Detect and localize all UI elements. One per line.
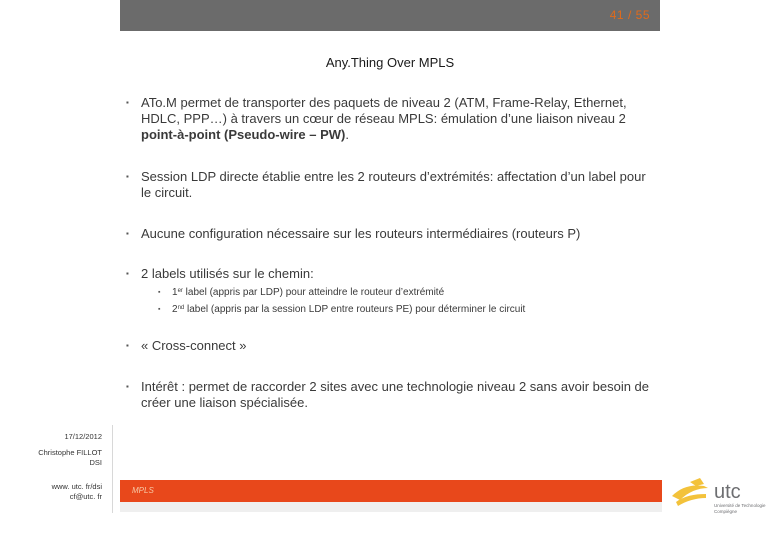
slide-date: 17/12/2012	[64, 432, 102, 441]
bullet-interest: ▪ Intérêt : permet de raccorder 2 sites avec une technologie niveau 2 sans avoir besoin de créer une liaison spécialisée.	[125, 379, 651, 411]
ordinal-suffix: nd	[177, 305, 185, 311]
bullet-two-labels: ▪ 2 labels utilisés sur le chemin:	[125, 266, 651, 282]
author-email[interactable]: cf@utc. fr	[69, 492, 102, 501]
logo-line2: Compiègne	[714, 509, 738, 514]
sub-bullet-text: label (appris par la session LDP entre routeurs PE) pour déterminer le circuit	[184, 304, 526, 315]
bullet-text: ATo.M permet de transporter des paquets de niveau 2 (ATM, Frame-Relay, Ethernet, HDLC, PPP…) à travers un cœur de réseau MPLS: émulation d’une liaison niveau 2	[141, 95, 627, 126]
author-dept: DSI	[89, 458, 102, 467]
sub-bullet-first-label	[158, 286, 642, 300]
bullet-bold-text: point-à-point (Pseudo-wire – PW)	[141, 127, 346, 142]
footer-underline	[120, 502, 662, 512]
logo-wordmark: utc	[714, 481, 741, 503]
page-separator: /	[627, 8, 632, 22]
footer-bar	[120, 480, 662, 502]
ordinal-number: 2	[172, 304, 178, 315]
bullet-cross-connect: ▪ « Cross-connect »	[125, 338, 651, 354]
ordinal-suffix: er	[177, 288, 183, 294]
page-current: 41	[609, 8, 625, 22]
slide-title: Any.Thing Over MPLS	[325, 55, 455, 70]
page-counter	[610, 8, 650, 22]
bullet-atom-description	[125, 95, 651, 143]
bullet-no-config: ▪ Aucune configuration nécessaire sur les routeurs intermédiaires (routeurs P)	[125, 226, 651, 242]
author-name: Christophe FILLOT	[38, 448, 102, 457]
sub-bullet-text: label (appris par LDP) pour atteindre le routeur d’extrémité	[182, 287, 445, 298]
logo-line1: Université de Technologie	[714, 503, 766, 508]
dept-url[interactable]: www. utc. fr/dsi	[51, 482, 102, 491]
header-bar	[120, 0, 660, 31]
footer-label: MPLS	[132, 486, 154, 495]
sub-bullet-second-label	[158, 303, 642, 317]
meta-divider	[112, 425, 113, 513]
bullet-ldp-session: ▪ Session LDP directe établie entre les 2 routeurs d’extrémités: affectation d’un label pour le circuit.	[125, 169, 651, 201]
bullet-text-end: .	[345, 127, 350, 142]
utc-logo	[670, 474, 774, 520]
page-total: 55	[635, 8, 650, 22]
ordinal-number: 1	[172, 287, 178, 298]
